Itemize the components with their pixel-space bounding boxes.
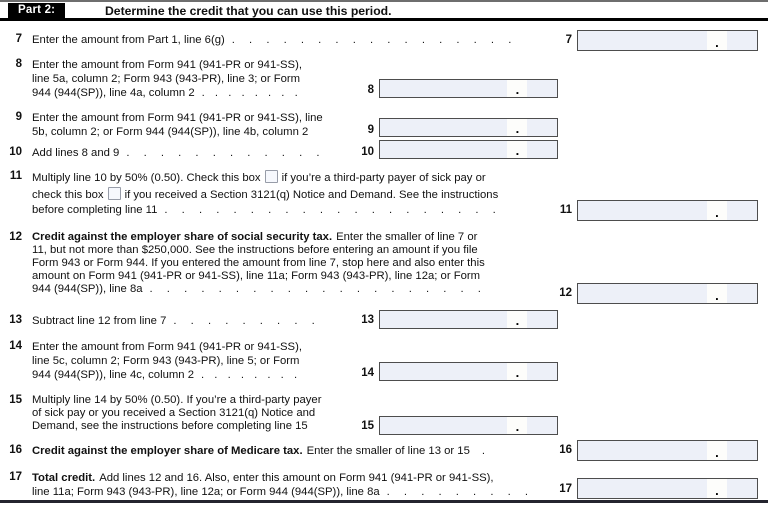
third-party-sick-pay-checkbox[interactable] [265, 170, 278, 183]
section-3121q-notice-checkbox[interactable] [108, 187, 121, 200]
line-12-amount-field[interactable] [577, 283, 758, 304]
dot-leader: . . . . . . . . [201, 87, 298, 99]
line-14-instruction: 944 (944(SP)), line 4c, column 2 [32, 369, 195, 381]
line-11-instruction: check this box [32, 188, 104, 201]
dot-leader: . . . . . . . . . . . . . . . . . [231, 34, 512, 46]
decimal-point: . [715, 205, 719, 220]
line-17-instruction: line 11a; Form 943 (943-PR), line 12a; or Form 944 (944(SP)), line 8a [32, 486, 380, 498]
line-12-instruction: Form 943 or Form 944. If you entered the amount from line 7, stop here and also enter this [32, 257, 485, 269]
line-8-number: 8 [15, 58, 22, 70]
line-9-instruction: Enter the amount from Form 941 (941-PR or 941-SS), line [32, 112, 323, 124]
line-14-number: 14 [9, 340, 22, 352]
line-15-number: 15 [9, 394, 22, 406]
decimal-point: . [715, 35, 719, 50]
cents-separator [707, 201, 727, 220]
line-7-amount-field[interactable] [577, 30, 758, 51]
line-7-number: 7 [15, 33, 22, 45]
line-11-text [32, 170, 498, 219]
line-14-instruction: line 5c, column 2; Form 943 (943-PR), line 5; or Form [32, 355, 300, 367]
line-12-instruction: amount on Form 941 (941-PR or 941-SS), line 11a; Form 943 (943-PR), line 12a; or Form [32, 270, 481, 282]
line-13-amount-field[interactable] [379, 310, 558, 329]
line-10-instruction: Add lines 8 and 9 [32, 147, 120, 159]
line-15-amount-field[interactable] [379, 416, 558, 435]
line-16-entry-number: 16 [559, 444, 572, 456]
line-17-number: 17 [9, 471, 22, 483]
line-8-instruction: Enter the amount from Form 941 (941-PR or 941-SS), [32, 59, 302, 71]
cents-separator [507, 141, 527, 158]
line-10-entry-number: 10 [361, 146, 374, 158]
line-12-instruction: 11, but not more than $250,000. See the instructions before entering an amount if you file [32, 244, 478, 256]
line-14-amount-field[interactable] [379, 362, 558, 381]
line-12-text [32, 231, 485, 296]
line-14-text [32, 340, 302, 382]
line-17-instruction: Add lines 12 and 16. Also, enter this amount on Form 941 (941-PR or 941-SS), [99, 472, 494, 484]
cents-separator [507, 119, 527, 136]
line-16-bold-lead: Credit against the employer share of Medicare tax. [32, 445, 303, 457]
line-12-bold-lead: Credit against the employer share of social security tax. [32, 231, 333, 243]
line-16-amount-field[interactable] [577, 440, 758, 461]
decimal-point: . [515, 313, 520, 328]
line-8-text [32, 58, 302, 100]
line-17-bold-lead: Total credit. [32, 472, 96, 484]
decimal-point: . [715, 288, 719, 303]
line-13-text [32, 314, 315, 328]
dot-leader: . . . . . . . . . [386, 486, 529, 498]
dot-leader: . . . . . . . . . . . . . . . . . . . . [164, 204, 496, 216]
line-8-entry-number: 8 [367, 84, 374, 96]
dot-leader: . . . . . . . . [201, 369, 298, 381]
line-10-text [32, 146, 320, 160]
line-9-number: 9 [15, 111, 22, 123]
decimal-point: . [515, 365, 520, 380]
header-underline-rule [0, 18, 768, 21]
line-9-instruction: 5b, column 2; or Form 944 (944(SP)), line 4b, column 2 [32, 126, 309, 138]
decimal-point: . [515, 82, 520, 97]
line-7-instruction: Enter the amount from Part 1, line 6(g) [32, 34, 225, 46]
line-15-instruction: of sick pay or you received a Section 3121(q) Notice and [32, 407, 316, 419]
line-11-instruction: if you’re a third-party payer of sick pay or [281, 172, 486, 184]
line-16-number: 16 [9, 444, 22, 456]
dot-leader: . . . . . . . . . . . . . . . . . . . . [149, 283, 481, 295]
line-13-entry-number: 13 [361, 314, 374, 326]
cents-separator [507, 311, 527, 328]
cents-separator [707, 479, 727, 498]
cents-separator [507, 363, 527, 380]
line-9-amount-field[interactable] [379, 118, 558, 137]
decimal-point: . [715, 483, 719, 498]
decimal-point: . [515, 419, 520, 434]
line-15-entry-number: 15 [361, 420, 374, 432]
line-10-number: 10 [9, 146, 22, 158]
decimal-point: . [515, 143, 520, 158]
line-13-number: 13 [9, 314, 22, 326]
dot-leader: . . . . . . . . . . . . [126, 147, 320, 159]
line-14-instruction: Enter the amount from Form 941 (941-PR or 941-SS), [32, 341, 302, 353]
line-12-number: 12 [9, 231, 22, 243]
line-8-amount-field[interactable] [379, 79, 558, 98]
cents-separator [707, 284, 727, 303]
dot-leader: . . . . . . . . . [173, 315, 315, 327]
cents-separator [707, 31, 727, 50]
line-9-entry-number: 9 [367, 124, 374, 136]
line-12-entry-number: 12 [559, 287, 572, 299]
part-2-title: Determine the credit that you can use this period. [105, 4, 392, 18]
line-11-instruction: before completing line 11 [32, 204, 158, 216]
line-11-instruction: if you received a Section 3121(q) Notice and Demand. See the instructions [124, 188, 499, 201]
dot-leader: . [481, 445, 485, 457]
line-12-instruction: Enter the smaller of line 7 or [336, 231, 478, 243]
line-8-instruction: line 5a, column 2; Form 943 (943-PR), line 3; or Form [32, 73, 301, 85]
line-7-text [32, 33, 511, 47]
decimal-point: . [515, 121, 520, 136]
section-divider-rule [0, 0, 768, 2]
cents-separator [507, 80, 527, 97]
line-15-text [32, 394, 321, 433]
line-11-entry-number: 11 [559, 204, 572, 216]
line-12-instruction: 944 (944(SP)), line 8a [32, 283, 143, 295]
line-9-text [32, 111, 323, 139]
line-15-instruction: Demand, see the instructions before completing line 15 [32, 420, 308, 432]
line-17-entry-number: 17 [559, 483, 572, 495]
line-11-instruction: Multiply line 10 by 50% (0.50). Check this box [32, 172, 261, 184]
line-16-text [32, 444, 485, 458]
line-17-text [32, 471, 528, 499]
part-2-label: Part 2: [8, 3, 65, 18]
line-17-amount-field[interactable] [577, 478, 758, 499]
line-7-entry-number: 7 [565, 34, 572, 46]
line-15-instruction: Multiply line 14 by 50% (0.50). If you’re a third-party payer [32, 394, 322, 406]
line-11-amount-field[interactable] [577, 200, 758, 221]
decimal-point: . [715, 445, 719, 460]
line-14-entry-number: 14 [361, 367, 374, 379]
cents-separator [507, 417, 527, 434]
line-13-instruction: Subtract line 12 from line 7 [32, 315, 167, 327]
line-10-amount-field[interactable] [379, 140, 558, 159]
line-8-instruction: 944 (944(SP)), line 4a, column 2 [32, 87, 195, 99]
section-bottom-rule [0, 500, 768, 503]
line-11-number: 11 [9, 170, 22, 182]
cents-separator [707, 441, 727, 460]
line-16-instruction: Enter the smaller of line 13 or 15 [306, 445, 470, 457]
